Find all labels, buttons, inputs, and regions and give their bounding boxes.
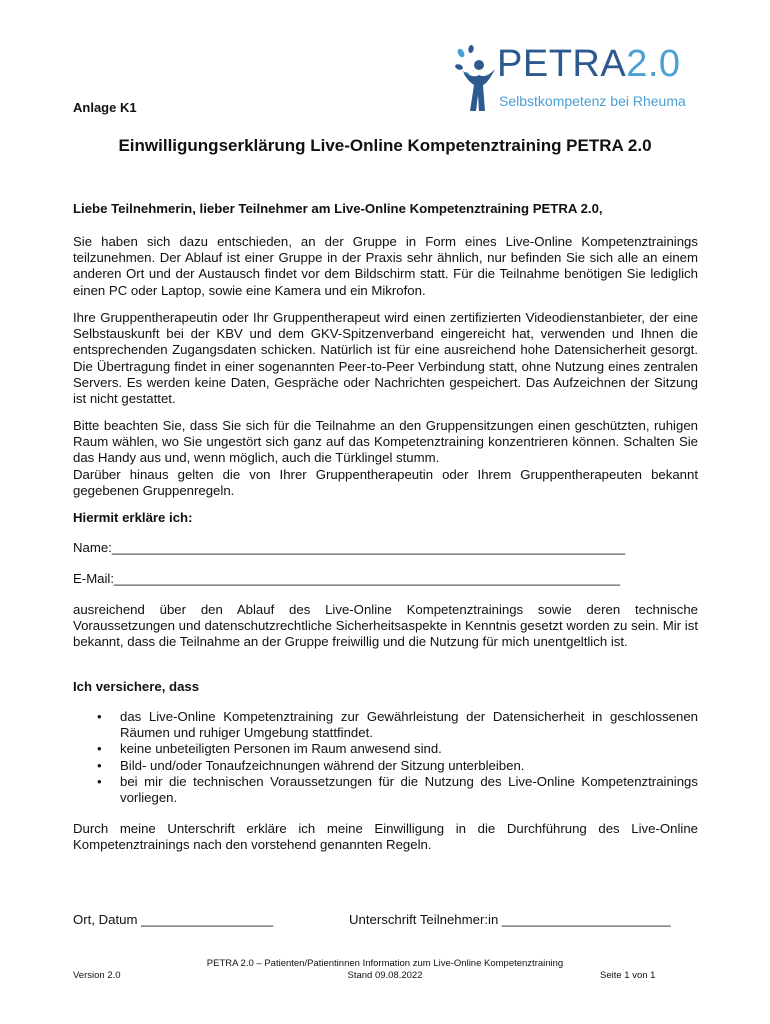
footer-date: Stand 09.08.2022 <box>347 970 423 981</box>
email-field[interactable]: E-Mail:_____________________________________________________________________ <box>73 571 621 586</box>
paragraph-intro <box>73 234 698 299</box>
document-title: Einwilligungserklärung Live-Online Kompetenztraining PETRA 2.0 <box>118 136 652 155</box>
greeting: Liebe Teilnehmerin, lieber Teilnehmer am Live-Online Kompetenztraining PETRA 2.0, <box>73 201 603 216</box>
list-item: • das Live-Online Kompetenztraining zur Gewährleistung der Datensicherheit in geschlossenen Räumen und ruhiger Umgebung stattfindet. <box>73 709 698 741</box>
logo-brand: PETRA <box>497 43 627 85</box>
footer-page-number: Seite 1 von 1 <box>600 970 656 981</box>
name-field[interactable]: Name:______________________________________________________________________ <box>73 540 626 555</box>
petra-logo <box>455 45 705 115</box>
paragraph-text: Sie haben sich dazu entschieden, an der Gruppe in Form eines Live-Online Kompetenztrainings teilzunehmen. Der Ablauf ist einer Gruppe in der Praxis sehr ähnlich, nur befinden Sie sich alle an einem anderen Ort und der Austausch findet vor dem Bildschirm statt. Für die Teilnahme benötigen Sie lediglich einen PC oder Laptop, sowie eine Kamera und ein Mikrofon. <box>73 234 698 298</box>
logo-title <box>497 43 681 86</box>
logo-version: 2.0 <box>626 43 681 85</box>
person-with-leaves-icon <box>455 45 499 115</box>
paragraph-text: Darüber hinaus gelten die von Ihrer Gruppentherapeutin oder Ihrem Gruppentherapeuten bekannt gegebenen Gruppenregeln. <box>73 466 698 498</box>
assurance-list <box>73 709 698 806</box>
logo-tagline: Selbstkompetenz bei Rheuma <box>499 93 686 109</box>
paragraph-environment <box>73 418 698 499</box>
list-item: • keine unbeteiligten Personen im Raum anwesend sind. <box>73 741 698 757</box>
footer-version: Version 2.0 <box>73 970 121 981</box>
attachment-label: Anlage K1 <box>73 100 137 115</box>
paragraph-provider <box>73 310 698 407</box>
list-item: • Bild- und/oder Tonaufzeichnungen während der Sitzung unterbleiben. <box>73 758 698 774</box>
paragraph-text: Bitte beachten Sie, dass Sie sich für die Teilnahme an den Gruppensitzungen einen geschützten, ruhigen Raum wählen, wo Sie ungestört sich ganz auf das Kompetenztraining konzentrieren können. Schalten Sie das Handy aus und, wenn möglich, auch die Türklingel stumm. <box>73 418 698 466</box>
footer-line: PETRA 2.0 – Patienten/Patientinnen Information zum Live-Online Kompetenztraining <box>206 958 564 969</box>
signature-field[interactable]: Unterschrift Teilnehmer:in _______________________ <box>349 912 671 927</box>
assure-heading: Ich versichere, dass <box>73 679 200 694</box>
list-item: • bei mir die technischen Voraussetzungen für die Nutzung des Live-Online Kompetenztrainings vorliegen. <box>73 774 698 806</box>
declare-heading: Hiermit erkläre ich: <box>73 510 193 525</box>
declaration-text: ausreichend über den Ablauf des Live-Online Kompetenztrainings sowie deren technische Voraussetzungen und datenschutzrechtliche Sicherheitsaspekte in Kenntnis gesetzt worden zu sein. Mir ist bekannt, dass die Teilnahme an der Gruppe freiwillig und die Nutzung für mich unentgeltlich ist. <box>73 602 698 650</box>
place-date-field[interactable]: Ort, Datum __________________ <box>73 912 274 927</box>
paragraph-text: Ihre Gruppentherapeutin oder Ihr Gruppentherapeut wird einen zertifizierten Videodienstanbieter, der eine Selbstauskunft bei der KBV und dem GKV-Spitzenverband eingereicht hat, verwenden und Ihnen die entsprechenden Zugangsdaten schicken. Natürlich ist für eine ausreichend hohe Datensicherheit gesorgt. Die Übertragung findet in einer sogenannten Peer-to-Peer Verbindung statt, ohne Nutzung eines zentralen Servers. Es werden keine Daten, Gespräche oder Nachrichten gespeichert. Das Aufzeichnen der Sitzung ist nicht gestattet. <box>73 310 698 407</box>
consent-text: Durch meine Unterschrift erkläre ich meine Einwilligung in die Durchführung des Live-Online Kompetenztrainings nach den vorstehend genannten Regeln. <box>73 821 698 853</box>
